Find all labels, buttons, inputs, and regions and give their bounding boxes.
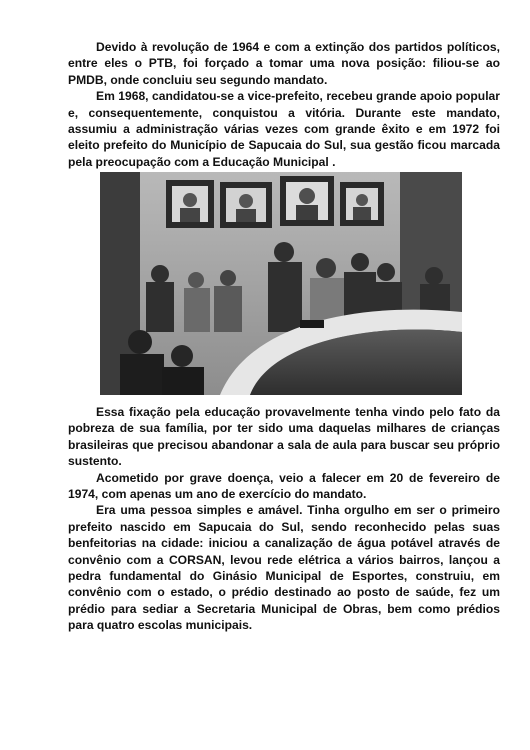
- paragraph-revolution: Devido à revolução de 1964 e com a extinção dos partidos políticos, entre eles o PTB, foi forçado a tomar uma nova posição: filiou-se ao PMDB, onde concluiu seu segundo mandato.: [68, 40, 500, 87]
- paragraph-legacy: Era uma pessoa simples e amável. Tinha orgulho em ser o primeiro prefeito nascido em Sapucaia do Sul, sendo reconhecido pelas suas benfeitorias na cidade: iniciou a canalização de água potável através de convênio com a CORSAN, levou rede elétrica a vários bairros, lançou a pedra fundamental do Ginásio Municipal de Esportes, construiu, em convênio com o estado, o prédio destinado ao posto de saúde, fez um prédio para sediar a Secretaria Municipal de Obras, bem como prédios para quatro escolas municipais.: [68, 503, 500, 633]
- text-section-bottom: [68, 404, 500, 634]
- paragraph-1968: Em 1968, candidatou-se a vice-prefeito, recebeu grande apoio popular e, consequentemente, conquistou a vitória. Durante este mandato, assumiu a administração várias vezes com grande êxito e em 1972 foi eleito prefeito do Município de Sapucaia do Sul, sua gestão ficou marcada pela preocupação com a Educação Municipal .: [68, 89, 500, 169]
- paragraph-death: Acometido por grave doença, veio a falecer em 20 de fevereiro de 1974, com apenas um ano de exercício do mandato.: [68, 470, 500, 502]
- historical-photo: [100, 172, 462, 395]
- photo-illustration: [100, 172, 462, 395]
- paragraph-education: Essa fixação pela educação provavelmente tenha vindo pelo fato da pobreza de sua família, por ter sido uma daquelas milhares de crianças brasileiras que precisou abandonar a sala de aula para buscar seu próprio sustento.: [68, 405, 500, 469]
- text-section-top: [68, 39, 500, 170]
- box-on-table: [300, 320, 324, 328]
